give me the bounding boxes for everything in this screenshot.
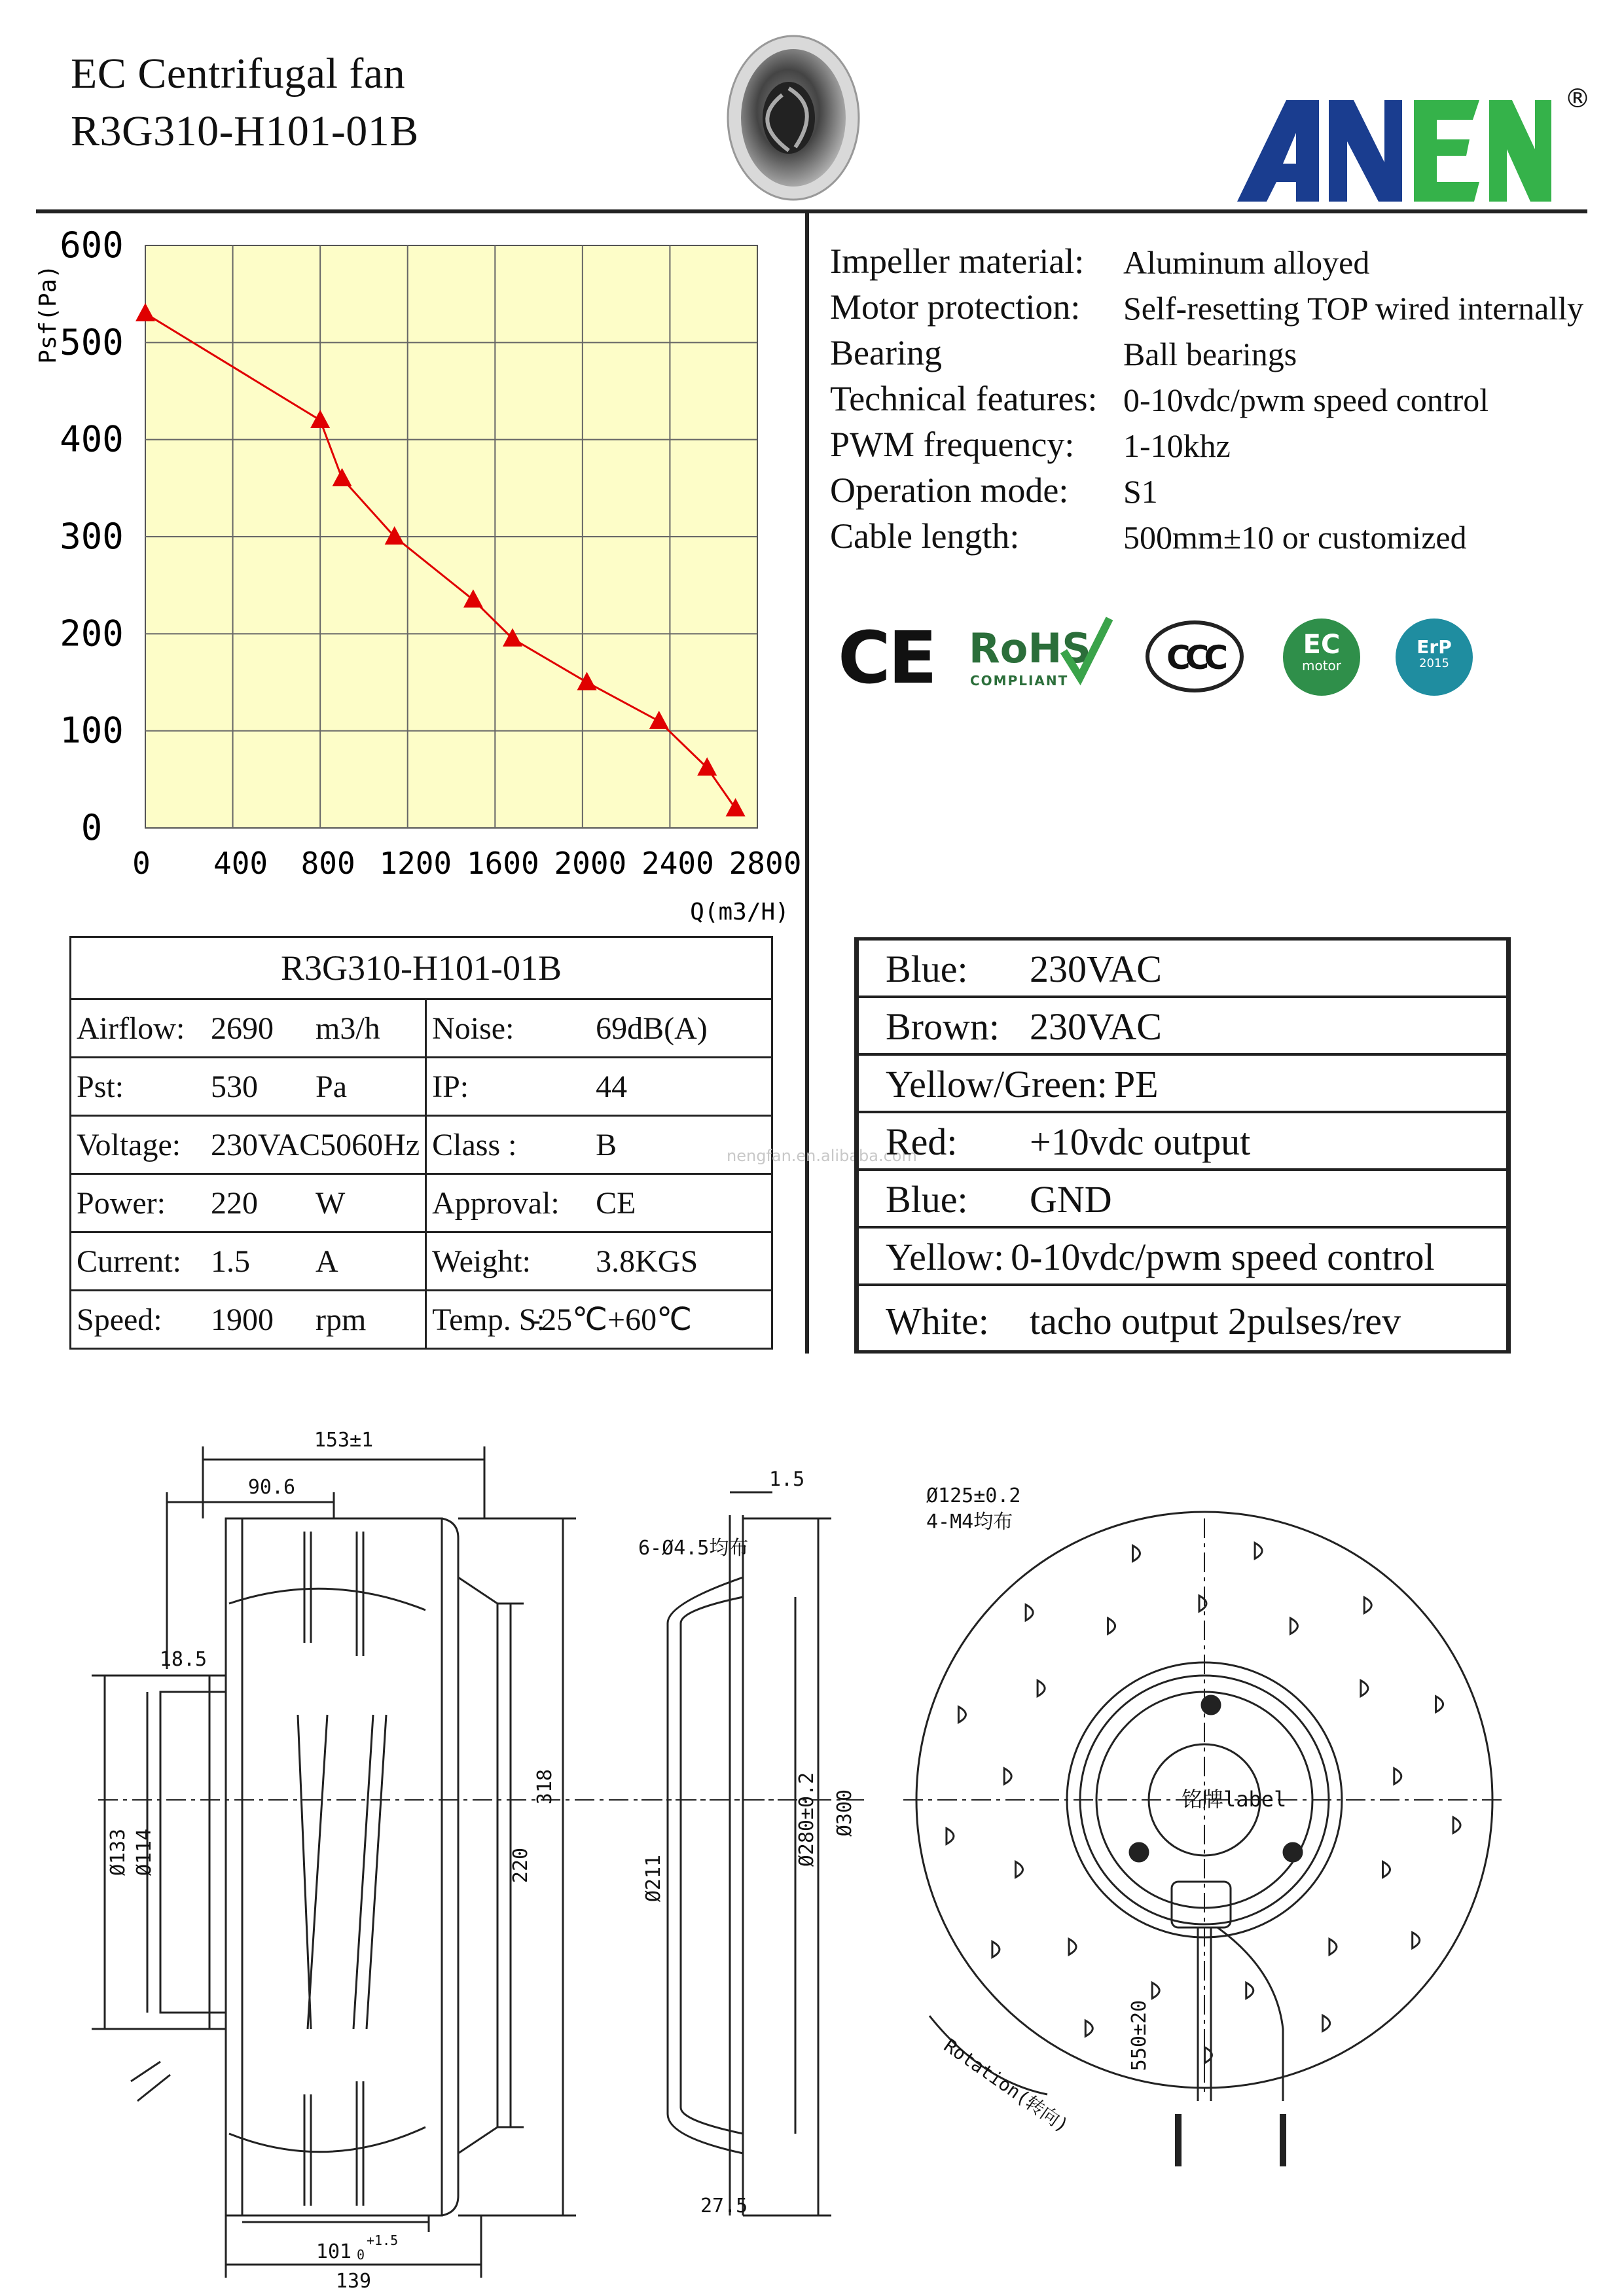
spec-value: 1-10khz <box>1123 427 1231 464</box>
table-cell-right <box>426 1232 772 1291</box>
y-tick-label: 0 <box>81 807 103 848</box>
param-unit: rpm <box>316 1302 367 1337</box>
param-unit: A <box>316 1244 338 1279</box>
spec-value: Ball bearings <box>1123 336 1297 372</box>
x-tick-label: 400 <box>213 846 268 881</box>
spec-row <box>830 516 1467 556</box>
table-row <box>71 1116 772 1174</box>
spec-row <box>830 471 1158 510</box>
dim-101-tol-top: +1.5 <box>367 2233 399 2248</box>
wire-color: Blue: <box>886 1178 968 1221</box>
table-cell-left <box>71 1232 426 1291</box>
table-row <box>71 1058 772 1116</box>
table-cell-right <box>426 1291 772 1349</box>
param-unit: m3/h <box>316 1011 380 1046</box>
wiring-row <box>854 1171 1511 1229</box>
param-label: Temp. S: <box>432 1302 545 1337</box>
table-cell-right <box>426 1116 772 1174</box>
x-tick-label: 0 <box>132 846 151 881</box>
blade-mark <box>1453 1818 1460 1833</box>
wiring-row <box>854 1293 1511 1350</box>
param-label: Speed: <box>77 1302 162 1337</box>
table-model: R3G310-H101-01B <box>71 937 772 999</box>
blade-mark <box>1015 1861 1022 1877</box>
header-rule <box>36 209 1587 213</box>
blade-mark <box>1361 1681 1368 1696</box>
blade-mark <box>1436 1696 1443 1712</box>
blade-mark <box>1246 1982 1254 1998</box>
blade-mark <box>1069 1939 1076 1955</box>
wire-function: tacho output 2pulses/rev <box>1030 1300 1401 1342</box>
wire-color: Blue: <box>886 948 968 990</box>
wire-function: +10vdc output <box>1030 1121 1251 1163</box>
blade-mark <box>1383 1861 1390 1877</box>
blade-mark <box>1004 1768 1011 1784</box>
x-tick-label: 2800 <box>729 846 802 881</box>
aneng-logo-mark <box>1231 84 1597 208</box>
spec-key: Bearing <box>830 333 942 372</box>
x-tick-label: 800 <box>300 846 355 881</box>
param-value: 220 <box>211 1185 258 1221</box>
y-tick-label: 500 <box>60 321 124 363</box>
param-unit: Pa <box>316 1069 347 1104</box>
param-label: Noise: <box>432 1011 514 1046</box>
dim-133: Ø133 <box>107 1828 130 1876</box>
table-row <box>71 1291 772 1349</box>
param-value: 230VAC5060Hz <box>211 1127 420 1162</box>
param-value: -25℃+60℃ <box>530 1302 692 1337</box>
wiring-row <box>854 941 1511 998</box>
param-label: Pst: <box>77 1069 124 1104</box>
spec-key: Impeller material: <box>830 242 1085 281</box>
wire-color: Red: <box>886 1121 958 1163</box>
checkmark-icon <box>1060 615 1113 687</box>
spec-key: Cable length: <box>830 516 1020 556</box>
blade-mark <box>947 1828 954 1844</box>
table-cell-left <box>71 1116 426 1174</box>
erp-text: ErP <box>1416 636 1452 658</box>
spec-key: Operation mode: <box>830 471 1069 510</box>
dim-114: Ø114 <box>133 1828 156 1876</box>
wire-color: Brown: <box>886 1005 1000 1048</box>
y-tick-label: 600 <box>60 224 124 266</box>
erp-mark <box>1396 619 1473 696</box>
dim-90-6: 90.6 <box>247 1476 296 1499</box>
param-value: CE <box>596 1185 636 1221</box>
ccc-mark <box>1146 620 1244 692</box>
wiring-row <box>854 1229 1511 1286</box>
inlet-view <box>641 1492 864 2215</box>
dim-27-5: 27.5 <box>700 2195 748 2217</box>
table-cell-right <box>426 1058 772 1116</box>
cert-row <box>838 615 1492 707</box>
x-tick-label: 1600 <box>466 846 539 881</box>
technical-drawing <box>0 1407 1624 2296</box>
nameplate-label: 铭牌label <box>1182 1787 1287 1812</box>
dim-300: Ø300 <box>833 1789 856 1837</box>
y-axis-label: Psf(Pa) <box>35 264 62 364</box>
rotation-label: Rotation(转向) <box>939 2034 1073 2137</box>
blade-mark <box>1394 1768 1401 1784</box>
dim-1-5: 1.5 <box>769 1468 805 1491</box>
dim-153: 153±1 <box>314 1429 374 1452</box>
blade-mark <box>1290 1618 1297 1634</box>
spec-value: S1 <box>1123 473 1158 510</box>
blade-mark <box>958 1707 965 1723</box>
param-value: 2690 <box>211 1011 274 1046</box>
y-tick-label: 400 <box>60 418 124 460</box>
wire-color: Yellow: <box>886 1236 1005 1278</box>
rohs-mark: RoHS <box>969 624 1091 672</box>
spec-value: 0-10vdc/pwm speed control <box>1123 382 1489 418</box>
spec-row <box>830 425 1231 464</box>
table-row <box>71 1232 772 1291</box>
spec-row <box>830 287 1584 327</box>
table-cell-left <box>71 1174 426 1232</box>
fan-photo <box>723 29 864 206</box>
ec-sub: motor <box>1301 658 1342 673</box>
param-label: Class : <box>432 1127 517 1162</box>
wire-function: 230VAC <box>1030 948 1162 990</box>
table-cell-left <box>71 1058 426 1116</box>
param-label: Power: <box>77 1185 166 1221</box>
ec-motor-mark <box>1283 619 1360 696</box>
blade-mark <box>1323 2015 1330 2031</box>
param-label: Voltage: <box>77 1127 181 1162</box>
dim-220: 220 <box>509 1847 532 1884</box>
spec-value: 500mm±10 or customized <box>1123 519 1467 556</box>
param-label: IP: <box>432 1069 469 1104</box>
param-unit: W <box>316 1185 346 1221</box>
x-tick-label: 2000 <box>554 846 627 881</box>
param-value: 44 <box>596 1069 628 1104</box>
brand-logo <box>1231 84 1597 208</box>
dim-139: 139 <box>335 2270 372 2293</box>
blade-mark <box>1199 1596 1206 1611</box>
spec-row <box>830 242 1370 281</box>
spec-row <box>830 333 1297 372</box>
param-label: Current: <box>77 1244 181 1279</box>
wire-function: PE <box>1113 1063 1159 1105</box>
table-cell-right <box>426 1174 772 1232</box>
dim-211: Ø211 <box>642 1854 665 1903</box>
blade-mark <box>1152 1982 1159 1998</box>
table-cell-left <box>71 999 426 1058</box>
param-label: Airflow: <box>77 1011 185 1046</box>
rohs-sub: COMPLIANT <box>970 673 1069 689</box>
blade-mark <box>1255 1543 1262 1558</box>
erp-sub: 2015 <box>1419 656 1449 670</box>
watermark: nengfan.en.alibaba.com <box>727 1147 917 1165</box>
spec-value: Self-resetting TOP wired internally <box>1123 290 1584 327</box>
dim-101-tol-bot: 0 <box>357 2247 365 2263</box>
dim-550: 550±20 <box>1128 2000 1151 2072</box>
dim-125: Ø125±0.2 <box>926 1484 1021 1507</box>
spec-key: Motor protection: <box>830 287 1081 327</box>
blade-mark <box>1329 1939 1337 1955</box>
wiring-row <box>854 1056 1511 1113</box>
y-tick-label: 100 <box>60 709 124 751</box>
x-tick-label: 1200 <box>379 846 452 881</box>
table-row <box>71 1174 772 1232</box>
wire-function: 0-10vdc/pwm speed control <box>1011 1236 1435 1278</box>
title-line2: R3G310-H101-01B <box>71 107 419 155</box>
dim-m4: 4-M4均布 <box>926 1511 1013 1534</box>
y-tick-label: 200 <box>60 613 124 655</box>
chart-x-ticks <box>132 846 801 881</box>
param-value: 530 <box>211 1069 258 1104</box>
table-row <box>71 999 772 1058</box>
wiring-row <box>854 1113 1511 1171</box>
table-cell-left <box>71 1291 426 1349</box>
spec-row <box>830 379 1489 418</box>
blade-mark <box>1364 1598 1371 1613</box>
param-value: 3.8KGS <box>596 1244 698 1279</box>
dim-101: 101 <box>316 2240 352 2263</box>
table-body <box>71 999 772 1349</box>
spec-key: Technical features: <box>830 379 1098 418</box>
table-cell-right <box>426 999 772 1058</box>
wiring-row <box>854 998 1511 1056</box>
wire-function: GND <box>1030 1178 1112 1221</box>
blade-mark <box>1038 1681 1045 1696</box>
blade-mark <box>1413 1933 1420 1948</box>
dim-18-5: 18.5 <box>159 1648 208 1671</box>
param-value: 69dB(A) <box>596 1011 708 1046</box>
x-axis-label: Q(m3/H) <box>690 899 789 925</box>
title-line1: EC Centrifugal fan <box>71 50 406 98</box>
dim-holes: 6-Ø4.5均布 <box>638 1537 749 1560</box>
blade-mark <box>1132 1545 1140 1561</box>
blade-mark <box>992 1941 1000 1957</box>
ec-text: EC <box>1303 630 1341 660</box>
blade-mark <box>1026 1605 1033 1621</box>
parameter-table <box>69 936 773 1350</box>
param-label: Approval: <box>432 1185 560 1221</box>
param-value: 1900 <box>211 1302 274 1337</box>
chart-y-ticks <box>60 224 124 848</box>
registered-mark: ® <box>1564 84 1591 114</box>
x-tick-label: 2400 <box>641 846 714 881</box>
dim-318: 318 <box>533 1768 556 1805</box>
spec-value: Aluminum alloyed <box>1123 244 1370 281</box>
pressure-flow-chart <box>26 216 812 929</box>
param-value: 1.5 <box>211 1244 250 1279</box>
spec-key: PWM frequency: <box>830 425 1075 464</box>
wire-color: Yellow/Green: <box>886 1063 1108 1105</box>
param-value: B <box>596 1127 617 1162</box>
param-label: Weight: <box>432 1244 531 1279</box>
blade-mark <box>1108 1618 1115 1634</box>
y-tick-label: 300 <box>60 516 124 557</box>
ce-mark: CE <box>838 616 935 700</box>
blade-mark <box>1085 2020 1092 2036</box>
wire-color: White: <box>886 1300 989 1342</box>
ccc-text: CCC <box>1166 639 1223 677</box>
dim-280: Ø280±0.2 <box>795 1772 818 1867</box>
wire-function: 230VAC <box>1030 1005 1162 1048</box>
